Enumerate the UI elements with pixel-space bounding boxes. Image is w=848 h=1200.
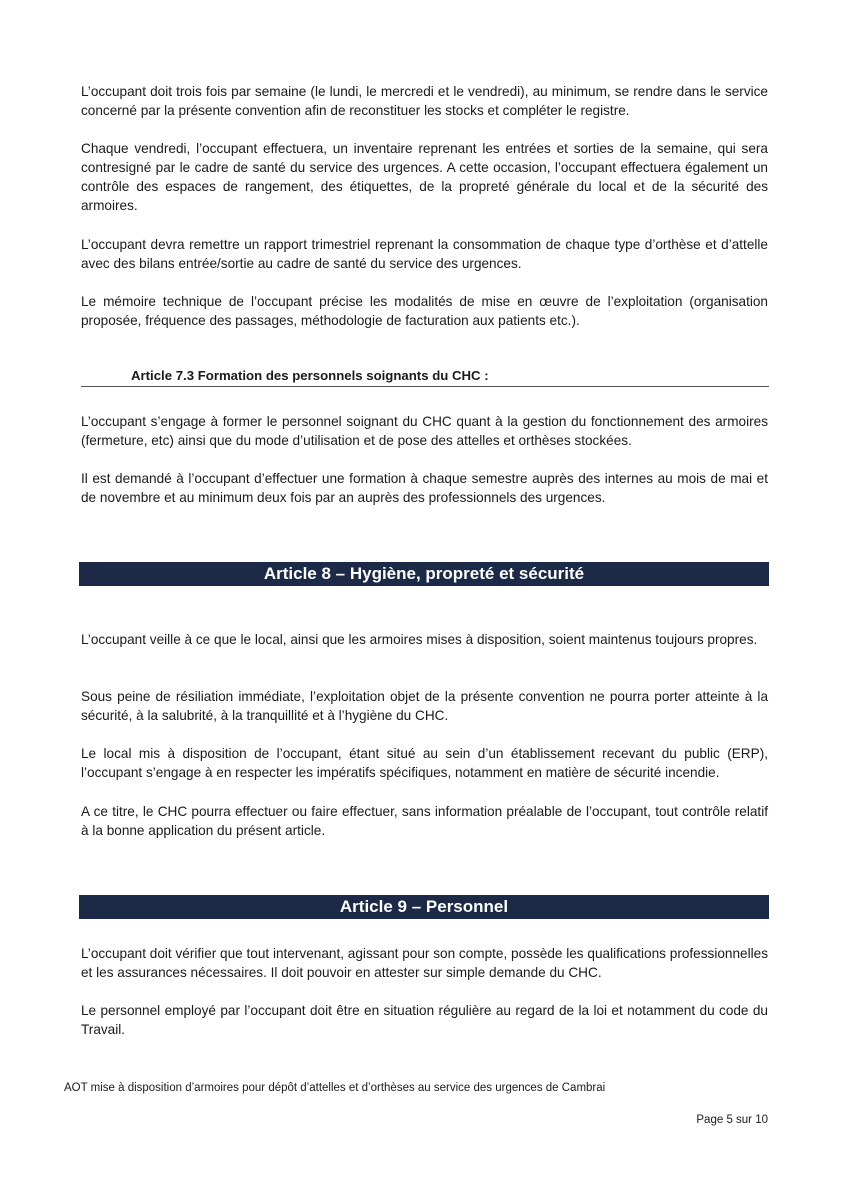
paragraph-visit-schedule: L’occupant doit trois fois par semaine (le lundi, le mercredi et le vendredi), au minimum, se rendre dans le service concerné par la présente convention afin de reconstituer les stocks et compléter le registre. [81, 84, 768, 118]
paragraph-staff-training: L’occupant s’engage à former le personnel soignant du CHC quant à la gestion du fonctionnement des armoires (fermeture, etc) ainsi que du mode d’utilisation et de pose des attelles et orthèses stockées. [81, 414, 768, 448]
page-number: Page 5 sur 10 [696, 1114, 768, 1126]
paragraph-labour-law: Le personnel employé par l’occupant doit être en situation régulière au regard de la loi et notamment du code du Travail. [81, 1003, 768, 1037]
paragraph-training-frequency: Il est demandé à l’occupant d’effectuer une formation à chaque semestre auprès des internes au mois de mai et de novembre et au minimum deux fois par an auprès des professionnels des urgences. [81, 471, 768, 505]
paragraph-weekly-inventory: Chaque vendredi, l’occupant effectuera, un inventaire reprenant les entrées et sorties de la semaine, qui sera contresigné par le cadre de santé du service des urgences. A cette occasion, l’occupant effectuera également un contrôle des espaces de rangement, des étiquettes, de la propreté générale du local et de la sécurité des armoires. [81, 141, 768, 213]
article-7-3-heading [81, 366, 769, 387]
article-7-3-heading-text: Article 7.3 Formation des personnels soignants du CHC : [131, 368, 489, 383]
paragraph-termination: Sous peine de résiliation immédiate, l’exploitation objet de la présente convention ne pourra porter atteinte à la sécurité, à la salubrité, à la tranquillité et à l’hygiène du CHC. [81, 689, 768, 723]
paragraph-quarterly-report: L’occupant devra remettre un rapport trimestriel reprenant la consommation de chaque type d’orthèse et d’attelle avec des bilans entrée/sortie au cadre de santé du service des urgences. [81, 237, 768, 271]
paragraph-qualifications: L’occupant doit vérifier que tout intervenant, agissant pour son compte, possède les qualifications professionnelles et les assurances nécessaires. Il doit pouvoir en attester sur simple demande du CHC. [81, 946, 768, 980]
footer-text: AOT mise à disposition d’armoires pour dépôt d’attelles et d’orthèses au service des urgences de Cambrai [64, 1082, 606, 1094]
paragraph-technical-memo: Le mémoire technique de l’occupant précise les modalités de mise en œuvre de l’exploitation (organisation proposée, fréquence des passages, méthodologie de facturation aux patients etc.). [81, 294, 768, 328]
paragraph-cleanliness: L’occupant veille à ce que le local, ainsi que les armoires mises à disposition, soient maintenus toujours propres. [81, 632, 758, 647]
paragraph-inspection: A ce titre, le CHC pourra effectuer ou faire effectuer, sans information préalable de l’occupant, tout contrôle relatif à la bonne application du présent article. [81, 804, 768, 838]
article-9-heading: Article 9 – Personnel [79, 895, 769, 919]
article-8-heading: Article 8 – Hygiène, propreté et sécurité [79, 562, 769, 586]
paragraph-erp-safety: Le local mis à disposition de l’occupant, étant situé au sein d’un établissement recevant du public (ERP), l’occupant s’engage à en respecter les impératifs spécifiques, notamment en matière de sécurité incendie. [81, 746, 768, 780]
